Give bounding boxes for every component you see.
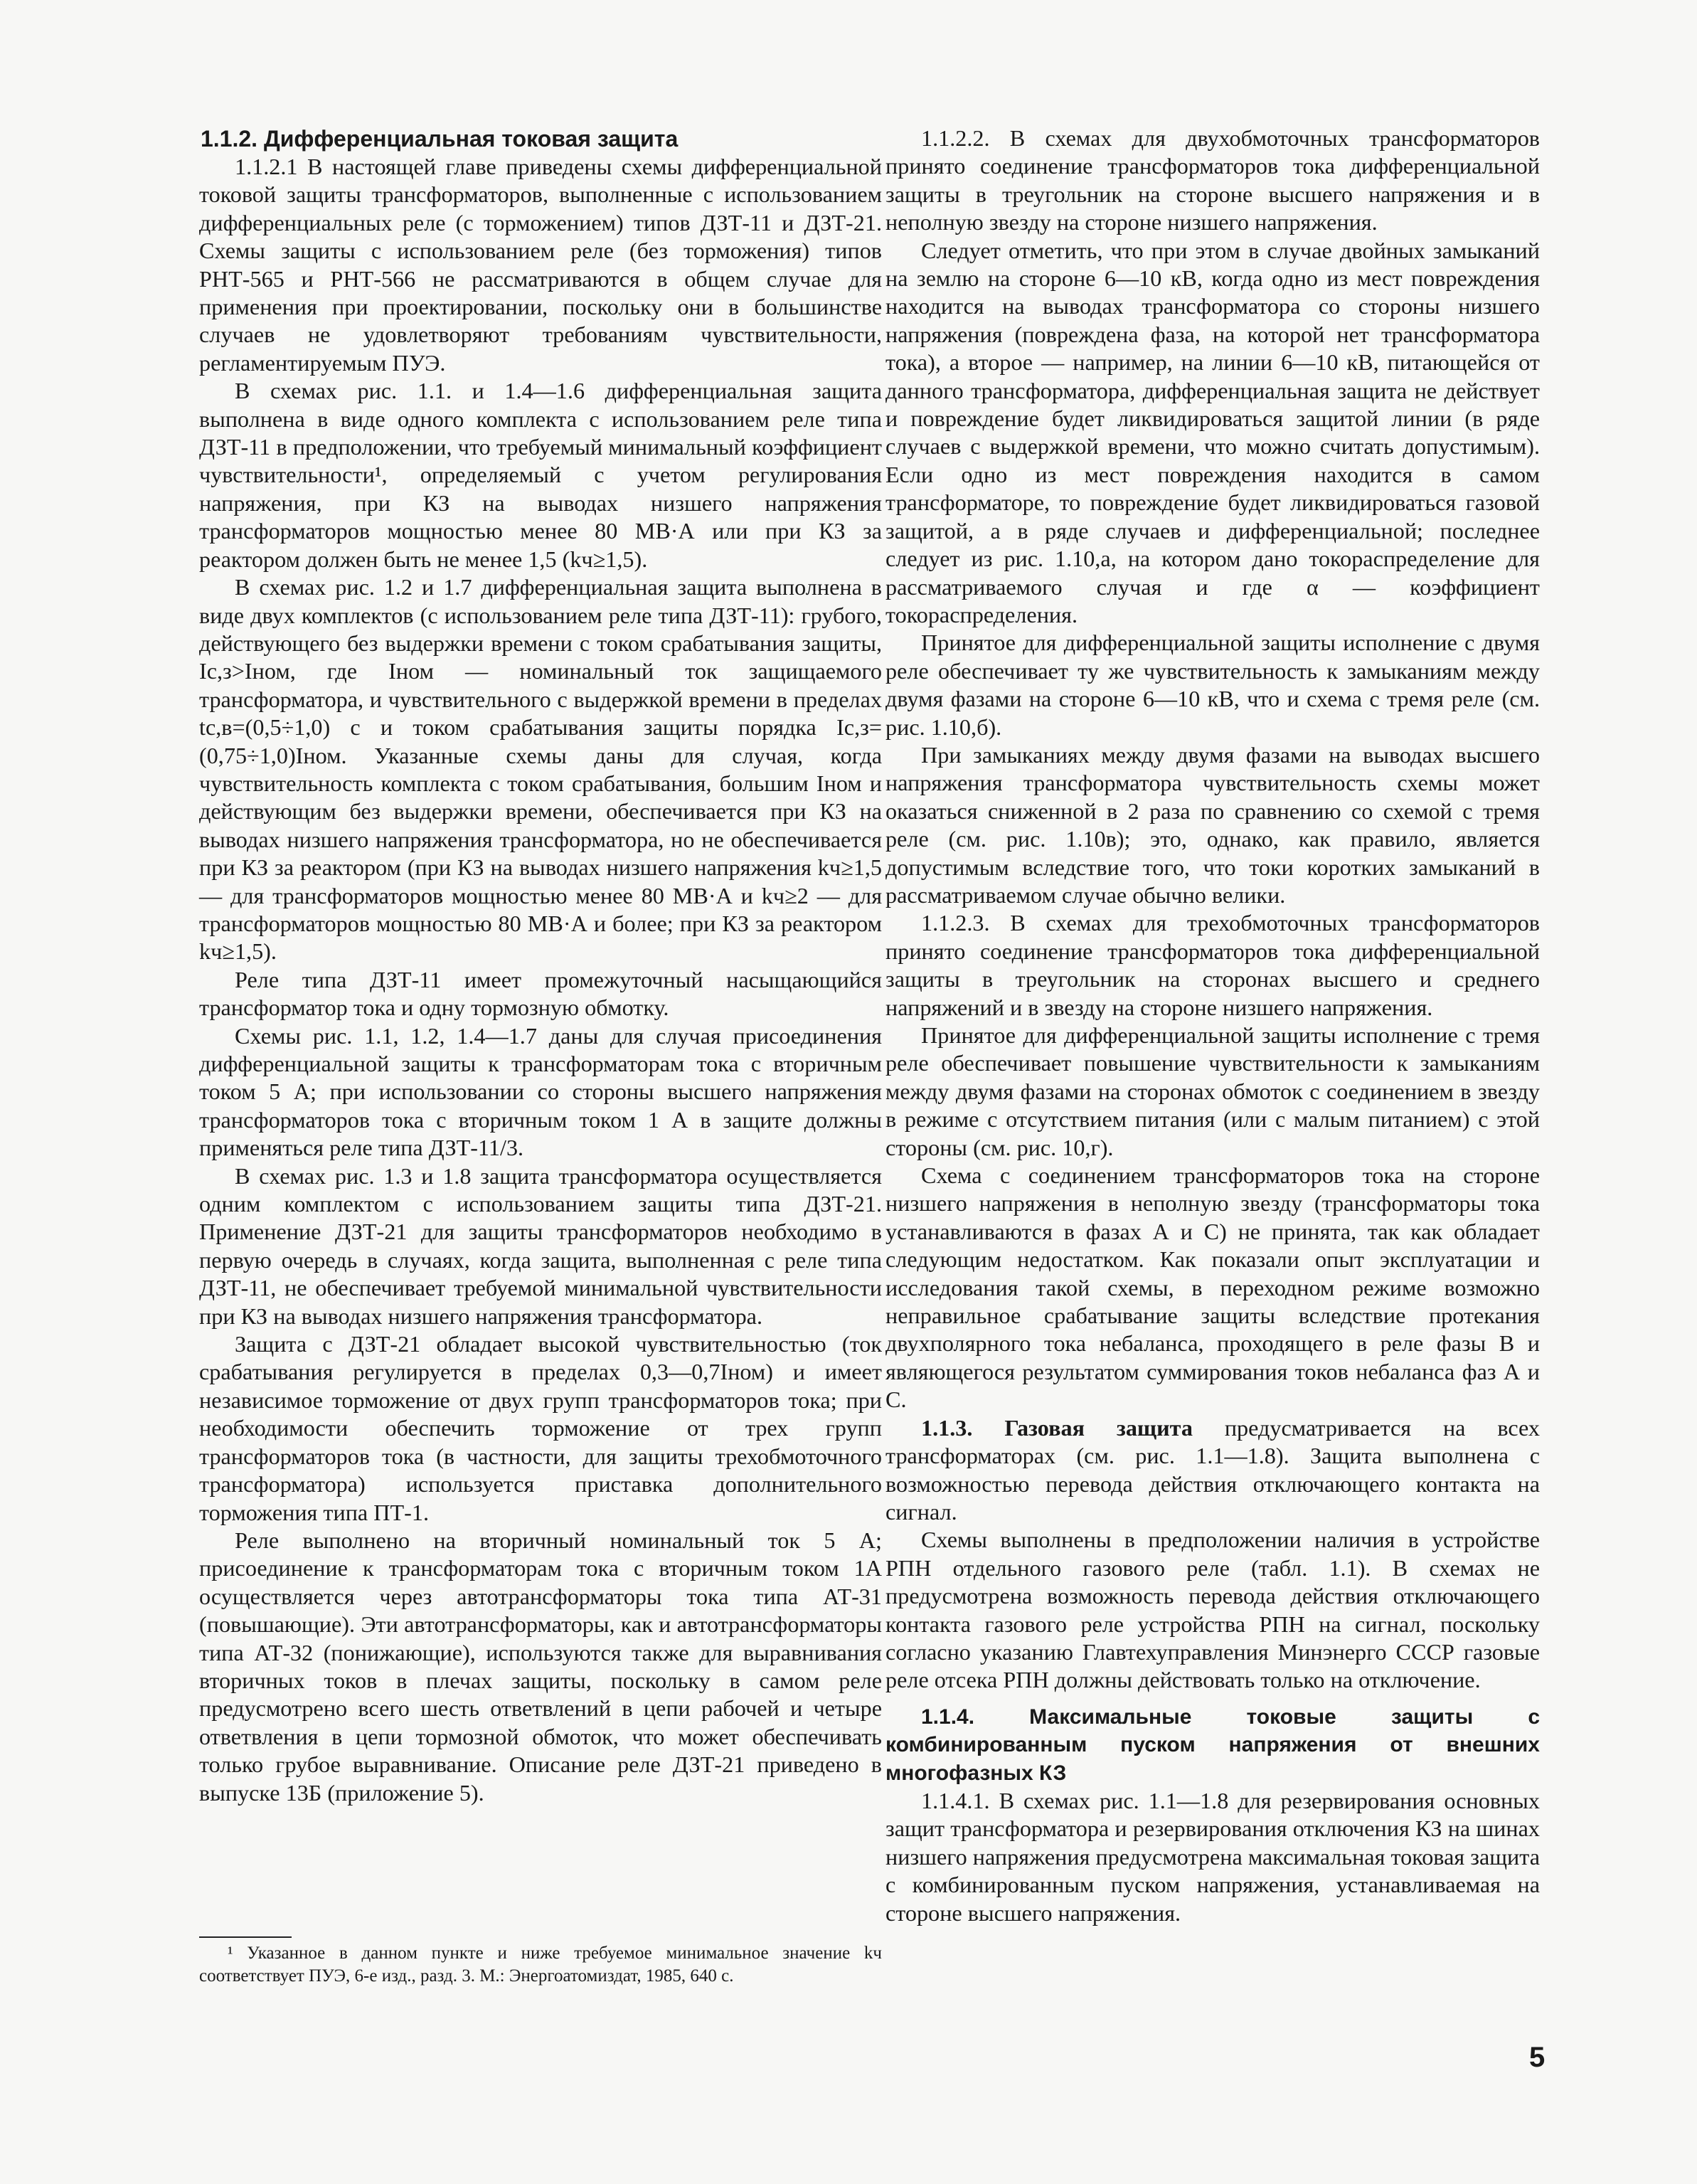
paragraph: Реле выполнено на вторичный номинальный ток 5 А; присоединение к трансформаторам тока с вторичным током 1А осуществляется через автотрансформаторы тока типа АТ-31 (повышающие). Эти автотрансформаторы, как и автотрансформаторы типа АТ-32 (понижающие), используются также для выравнивания вторичных токов в плечах защиты, поскольку в самом реле предусмотрено всего шесть ответвлений в цепи рабочей и четыре ответвления в цепи тормозной обмоток, что может обеспечивать только грубое выравнивание. Описание реле ДЗТ-21 приведено в выпуске 13Б (приложение 5). bbox=[199, 1527, 882, 1806]
paragraph: 1.1.2.3. В схемах для трехобмоточных трансформаторов принято соединение трансформаторов тока дифференциальной защиты в треугольник на сторонах высшего и среднего напряжений и в звезду на стороне низшего напряжения. bbox=[885, 910, 1540, 1020]
paragraph: 1.1.2.2. В схемах для двухобмоточных трансформаторов принято соединение трансформаторов тока дифференциальной защиты в треугольник на стороне высшего напряжения и в неполную звезду на стороне низшего напряжения. bbox=[885, 125, 1540, 235]
paragraph: Принятое для дифференциальной защиты исполнение с двумя реле обеспечивает ту же чувствительность к замыканиям между двумя фазами на стороне 6—10 кВ, что и схема с тремя реле (см. рис. 1.10,б). bbox=[885, 630, 1540, 740]
paragraph: В схемах рис. 1.2 и 1.7 дифференциальная защита выполнена в виде двух комплектов (с использованием реле типа ДЗТ-11): грубого, действующего без выдержки времени с током срабатывания защиты, Iс,з>Iном, где Iном — номинальный ток защищаемого трансформатора, и чувствительного с выдержкой времени в пределах tс,в=(0,5÷1,0) с и током срабатывания защиты порядка Iс,з=(0,75÷1,0)Iном. Указанные схемы даны для случая, когда чувствительность комплекта с током срабатывания, большим Iном и действующим без выдержки времени, обеспечивается при КЗ на выводах низшего напряжения трансформатора, но не обеспечивается при КЗ за реактором (при КЗ на выводах низшего напряжения kч≥1,5 — для трансформаторов мощностью менее 80 МВ·А и kч≥2 — для трансформаторов мощностью 80 МВ·А и более; при КЗ за реактором kч≥1,5). bbox=[199, 574, 882, 965]
gas-protection-paragraph bbox=[885, 1414, 1540, 1527]
footnote: ¹ Указанное в данном пункте и ниже требуемое минимальное значение kч соответствует ПУЭ, 6-е изд., разд. 3. М.: Энергоатомиздат, 1985, 640 с. bbox=[199, 1944, 882, 1986]
paragraph: В схемах рис. 1.1. и 1.4—1.6 дифференциальная защита выполнена в виде одного комплекта с использованием реле типа ДЗТ-11 в предположении, что требуемый минимальный коэффициент чувствительности¹, определяемый с учетом регулирования напряжения, при КЗ на выводах низшего напряжения трансформаторов мощностью менее 80 МВ·А или при КЗ за реактором должен быть не менее 1,5 (kч≥1,5). bbox=[199, 378, 882, 572]
paragraph: Схемы выполнены в предположении наличия в устройстве РПН отдельного газового реле (табл. 1.1). В схемах не предусмотрена возможность перевода действия отключающего контакта газового реле устройства РПН на сигнал, поскольку согласно указанию Главтехуправления Минэнерго СССР газовые реле отсека РПН должны действовать только на отключение. bbox=[885, 1527, 1540, 1693]
gas-protection-text: предусматривается на всех трансформаторах (см. рис. 1.1—1.8). Защита выполнена с возможностью перевода действия отключающего контакта на сигнал. bbox=[885, 1414, 1540, 1525]
section-heading-1-1-4: 1.1.4. Максимальные токовые защиты с комбинированным пуском напряжения от внешних многофазных КЗ bbox=[885, 1705, 1540, 1785]
section-title-1-1-3: 1.1.3. Газовая защита bbox=[921, 1414, 1193, 1441]
paragraph: Принятое для дифференциальной защиты исполнение с тремя реле обеспечивает повышение чувствительности к замыканиям между двумя фазами на сторонах обмоток с соединением в звезду в режиме с отсутствием питания (или с малым питанием) с этой стороны (см. рис. 10,г). bbox=[885, 1022, 1540, 1160]
paragraph: 1.1.2.1 В настоящей главе приведены схемы дифференциальной токовой защиты трансформаторов, выполненные с использованием дифференциальных реле (с торможением) типов ДЗТ-11 и ДЗТ-21. Схемы защиты с использованием реле (без торможения) типов РНТ-565 и РНТ-566 не рассматриваются в общем случае для применения при проектировании, поскольку они в большинстве случаев не удовлетворяют требованиям чувствительности, регламентируемым ПУЭ. bbox=[199, 154, 882, 376]
footnote-rule bbox=[199, 1936, 292, 1938]
page-number: 5 bbox=[1529, 2042, 1546, 2073]
paragraph: Следует отметить, что при этом в случае двойных замыканий на землю на стороне 6—10 кВ, когда одно из мест повреждения находится на выводах трансформатора со стороны низшего напряжения (повреждена фаза, на которой нет трансформатора тока), а второе — например, на линии 6—10 кВ, питающейся от данного трансформатора, дифференциальная защита не действует и повреждение будет ликвидироваться защитой линии (в ряде случаев с выдержкой времени, что можно считать допустимым). Если одно из мест повреждения находится в самом трансформаторе, то повреждение будет ликвидироваться газовой защитой, а в ряде случаев и дифференциальной; последнее следует из рис. 1.10,а, на котором дано токораспределение для рассматриваемого случая и где α — коэффициент токораспределения. bbox=[885, 237, 1540, 627]
left-column bbox=[199, 124, 882, 1807]
paragraph: В схемах рис. 1.3 и 1.8 защита трансформатора осуществляется одним комплектом с использованием защиты типа ДЗТ-21. Применение ДЗТ-21 для защиты трансформаторов необходимо в первую очередь в случаях, когда защита, выполненная с реле типа ДЗТ-11, не обеспечивает требуемой минимальной чувствительности при КЗ на выводах низшего напряжения трансформатора. bbox=[199, 1162, 882, 1329]
paragraph: Защита с ДЗТ-21 обладает высокой чувствительностью (ток срабатывания регулируется в пределах 0,3—0,7Iном) и имеет независимое торможение от двух групп трансформаторов тока; при необходимости обеспечить торможение от трех групп трансформаторов тока (в частности, для защиты трехобмоточного трансформатора) используется приставка дополнительного торможения типа ПТ-1. bbox=[199, 1331, 882, 1525]
paragraph: Схема с соединением трансформаторов тока на стороне низшего напряжения в неполную звезду (трансформаторы тока устанавливаются в фазах А и С) не принята, так как обладает следующим недостатком. Как показали опыт эксплуатации и исследования такой схемы, в переходном режиме возможно неправильное срабатывание защиты вследствие протекания двухполярного тока небаланса, проходящего в реле фазы В и являющегося результатом суммирования токов небаланса фаз А и С. bbox=[885, 1162, 1540, 1413]
paragraph: 1.1.4.1. В схемах рис. 1.1—1.8 для резервирования основных защит трансформатора и резервирования отключения КЗ на шинах низшего напряжения предусмотрена максимальная токовая защита с комбинированным пуском напряжения, устанавливаемая на стороне высшего напряжения. bbox=[885, 1787, 1540, 1926]
section-heading-1-1-2: 1.1.2. Дифференциальная токовая защита bbox=[201, 126, 679, 152]
paragraph: Схемы рис. 1.1, 1.2, 1.4—1.7 даны для случая присоединения дифференциальной защиты к трансформаторам тока с вторичным током 5 А; при использовании со стороны высшего напряжения трансформаторов тока с вторичным током 1 А в защите должны применяться реле типа ДЗТ-11/3. bbox=[199, 1022, 882, 1161]
right-column bbox=[885, 124, 1540, 1927]
paragraph: При замыканиях между двумя фазами на выводах высшего напряжения трансформатора чувствительность схемы может оказаться сниженной в 2 раза по сравнению со схемой с тремя реле (см. рис. 1.10в); это, однако, как правило, является допустимым вследствие того, что токи коротких замыканий в рассматриваемом случае обычно велики. bbox=[885, 741, 1540, 908]
paragraph: Реле типа ДЗТ-11 имеет промежуточный насыщающийся трансформатор тока и одну тормозную обмотку. bbox=[199, 966, 882, 1021]
